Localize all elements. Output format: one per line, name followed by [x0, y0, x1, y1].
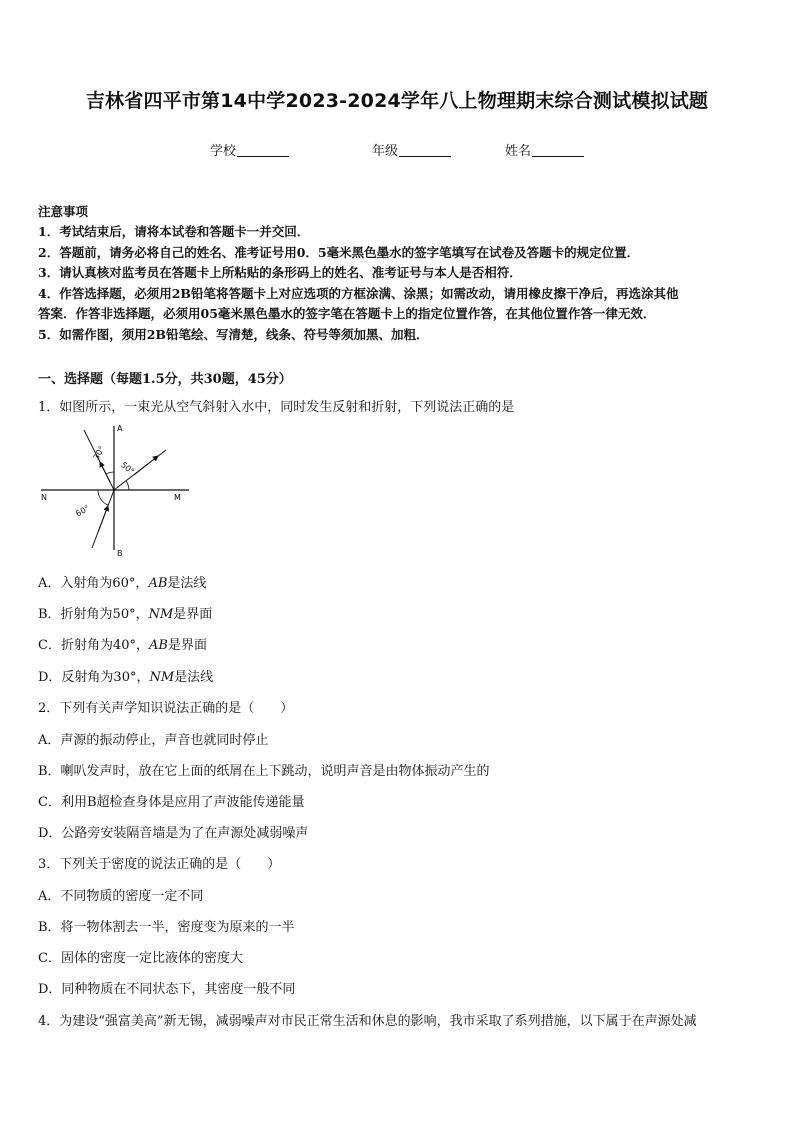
notice-list: [38, 222, 760, 345]
name-label: 姓名: [505, 144, 532, 159]
school-field: [210, 140, 289, 159]
name-blank: [532, 144, 584, 157]
school-label: 学校: [210, 144, 237, 159]
question-3-option-d: D．同种物质在不同状态下，其密度一般不同: [38, 982, 296, 997]
question-1-option-b: B．折射角为50°，NM是界面: [38, 607, 213, 622]
question-3-option-c: C．固体的密度一定比液体的密度大: [38, 951, 243, 966]
question-2-option-d: D．公路旁安装隔音墙是为了在声源处减弱噪声: [38, 826, 309, 841]
angle-arc-top: [106, 472, 114, 474]
grade-field: [372, 140, 451, 159]
angle-label-top: 30°: [91, 444, 107, 462]
question-2-option-a: A．声源的振动停止，声音也就同时停止: [38, 733, 269, 748]
question-3-option-b: B．将一物体割去一半，密度变为原来的一半: [38, 920, 295, 935]
angle-arc-right: [126, 481, 129, 490]
question-1-option-a: A．入射角为60°，AB是法线: [38, 576, 207, 591]
question-1-option-d: D．反射角为30°，NM是法线: [38, 670, 214, 685]
grade-label: 年级: [372, 144, 399, 159]
question-3-stem: 3．下列关于密度的说法正确的是（ ）: [38, 857, 281, 872]
school-blank: [237, 144, 289, 157]
ray-upper-right-arrow: [134, 456, 158, 475]
question-2-option-c: C．利用B超检查身体是应用了声波能传递能量: [38, 795, 305, 810]
question-1-option-c: C．折射角为40°，AB是界面: [38, 638, 207, 653]
notice-item: 2．答题前，请务必将自己的姓名、准考证号用0．5毫米黑色墨水的签字笔填写在试卷及答题卡的规定位置．: [38, 244, 640, 260]
notice-heading: 注意事项: [38, 204, 89, 219]
section-heading: 一、选择题（每题1.5分，共30题，45分）: [38, 372, 292, 387]
notice-item: 1．考试结束后，请将本试卷和答题卡一并交回．: [38, 224, 310, 239]
question-2-stem: 2．下列有关声学知识说法正确的是（ ）: [38, 701, 294, 716]
angle-arc-bottom: [98, 490, 108, 505]
refraction-diagram: [36, 420, 196, 560]
question-3-option-a: A．不同物质的密度一定不同: [38, 889, 204, 904]
question-1-stem: 1．如图所示，一束光从空气斜射入水中，同时发生反射和折射，下列说法正确的是: [38, 400, 515, 415]
notice-item: 5．如需作图，须用2B铅笔绘、写清楚，线条、符号等须加黑、加粗．: [38, 326, 429, 342]
label-b: B: [117, 549, 123, 558]
page-title: 吉林省四平市第14中学2023-2024学年八上物理期末综合测试模拟试题: [85, 90, 709, 112]
angle-label-bottom: 60°: [74, 503, 92, 519]
ray-lower-left-arrow: [98, 506, 108, 532]
label-a: A: [117, 424, 123, 433]
label-m: M: [174, 493, 181, 502]
notice-item: 3．请认真核对监考员在答题卡上所粘贴的条形码上的姓名、准考证号与本人是否相符．: [38, 265, 522, 280]
notice-item: 答案．作答非选择题，必须用05毫米黑色墨水的签字笔在答题卡上的指定位置作答，在其他位置作答一律无效．: [38, 306, 656, 321]
notice-item: 4．作答选择题，必须用2B铅笔将答题卡上对应选项的方框涂满、涂黑；如需改动，请用橡皮擦干净后，再选涂其他: [38, 285, 679, 301]
question-4-stem: 4．为建设“强富美高”新无锡，减弱噪声对市民正常生活和休息的影响，我市采取了系列措施，以下属于在声源处减: [38, 1014, 697, 1029]
grade-blank: [399, 144, 451, 157]
name-field: [505, 140, 584, 159]
ray-upper-left-arrow: [100, 462, 110, 482]
label-n: N: [41, 493, 47, 502]
angle-label-right: 50°: [119, 460, 136, 477]
question-2-option-b: B．喇叭发声时，放在它上面的纸屑在上下跳动，说明声音是由物体振动产生的: [38, 764, 490, 779]
